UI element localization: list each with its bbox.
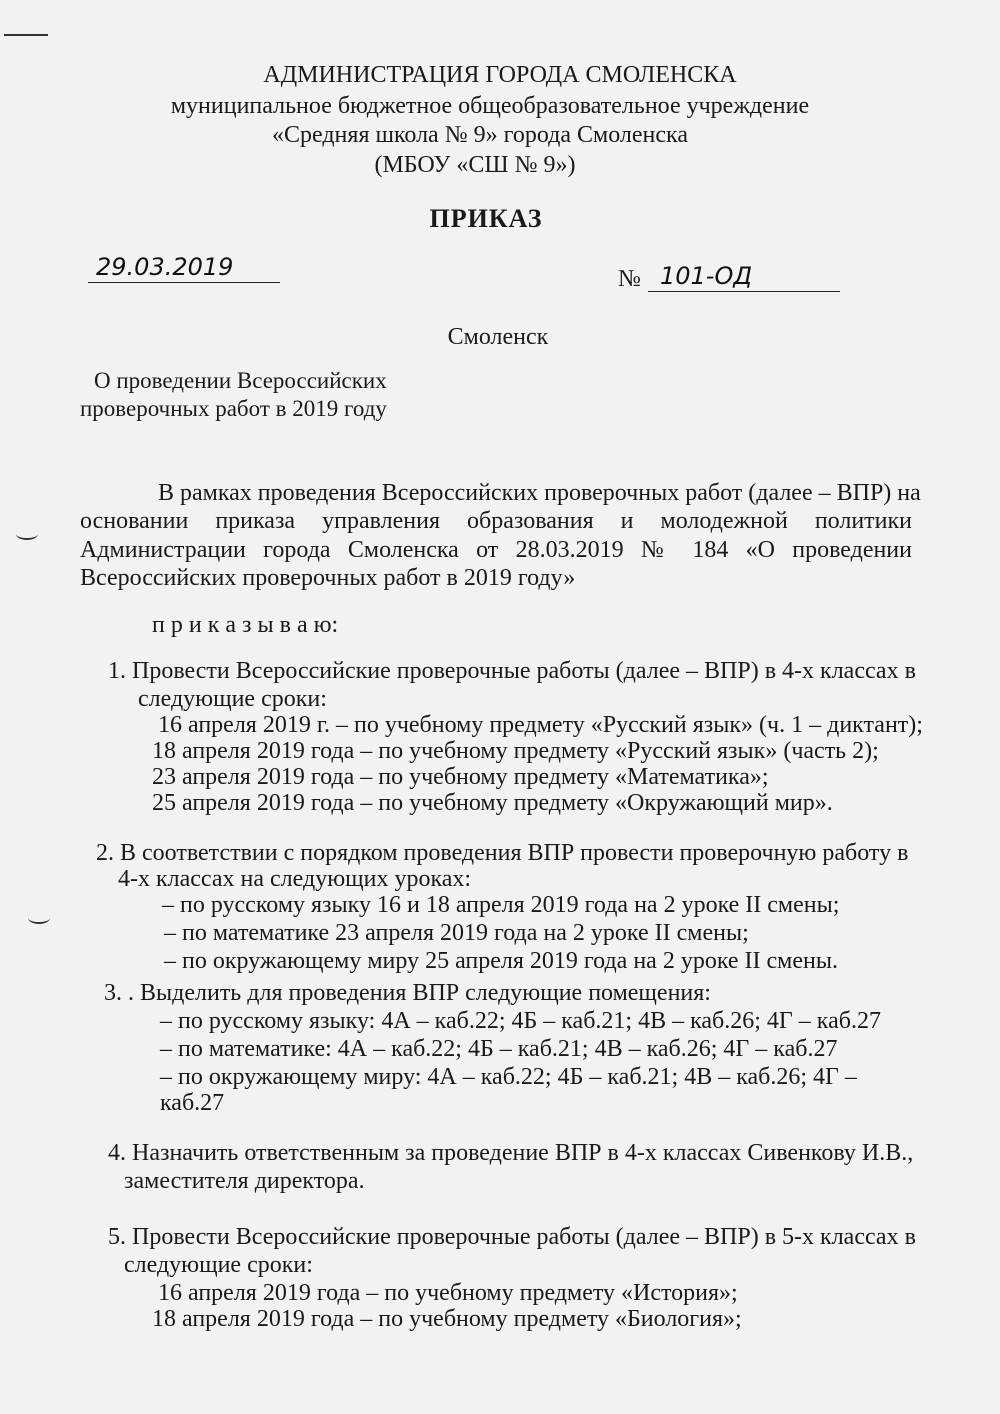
order-number: 101-ОД (660, 262, 753, 290)
item-1-line-2: следующие сроки: (138, 686, 327, 712)
scan-mark-left-1 (16, 528, 38, 540)
item-3-room-4: каб.27 (160, 1090, 225, 1116)
item-5-line-2: следующие сроки: (124, 1252, 313, 1278)
item-1-date-1: 16 апреля 2019 г. – по учебному предмету «Русский язык» (ч. 1 – диктант); (158, 712, 923, 738)
preamble-line-2: основании приказа управления образования и молодежной политики (80, 508, 912, 534)
item-2-sub-2: – по математике 23 апреля 2019 года на 2 уроке II смены; (164, 920, 749, 946)
item-5-date-2: 18 апреля 2019 года – по учебному предмету «Биология»; (152, 1306, 742, 1332)
preamble-line-4: Всероссийских проверочных работ в 2019 году» (80, 565, 576, 591)
scan-mark-left-2 (28, 912, 50, 924)
preamble-line-3: Администрации города Смоленска от 28.03.2019 № 184 «О проведении (80, 537, 912, 563)
item-5-date-1: 16 апреля 2019 года – по учебному предмету «История»; (158, 1280, 738, 1306)
item-1-date-3: 23 апреля 2019 года – по учебному предмету «Математика»; (152, 764, 769, 790)
city: Смоленск (447, 324, 549, 350)
item-3-room-3: – по окружающему миру: 4А – каб.22; 4Б – каб.21; 4В – каб.26; 4Г – (160, 1064, 857, 1090)
item-2-sub-1: – по русскому языку 16 и 18 апреля 2019 года на 2 уроке II смены; (162, 892, 840, 918)
order-number-label: № (618, 266, 641, 292)
item-4-line-2: заместителя директора. (124, 1168, 365, 1194)
item-4-line-1: 4. Назначить ответственным за проведение ВПР в 4-х классах Сивенкову И.В., (108, 1140, 914, 1166)
item-2-line-2: 4-х классах на следующих уроках: (118, 866, 472, 892)
order-word: п р и к а з ы в а ю: (152, 612, 339, 638)
document-type: ПРИКАЗ (429, 204, 543, 233)
school-short-name: (МБОУ «СШ № 9») (374, 152, 576, 178)
number-underline (648, 291, 840, 292)
item-1-date-4: 25 апреля 2019 года – по учебному предмету «Окружающий мир». (152, 790, 833, 816)
subject-line-2: проверочных работ в 2019 году (80, 396, 387, 421)
item-2-line-1: 2. В соответствии с порядком проведения ВПР провести проверочную работу в (96, 840, 909, 866)
school-name: «Средняя школа № 9» города Смоленска (272, 122, 688, 148)
date-underline (88, 282, 280, 283)
subject-line-1: О проведении Всероссийских (94, 368, 387, 393)
org-name: АДМИНИСТРАЦИЯ ГОРОДА СМОЛЕНСКА (263, 62, 737, 88)
item-2-sub-3: – по окружающему миру 25 апреля 2019 года на 2 уроке II смены. (164, 948, 838, 974)
item-3-room-2: – по математике: 4А – каб.22; 4Б – каб.21; 4В – каб.26; 4Г – каб.27 (160, 1036, 838, 1062)
item-3-room-1: – по русскому языку: 4А – каб.22; 4Б – каб.21; 4В – каб.26; 4Г – каб.27 (160, 1008, 881, 1034)
scan-mark-top-left (4, 34, 48, 36)
item-1-line-1: 1. Провести Всероссийские проверочные работы (далее – ВПР) в 4-х классах в (108, 658, 916, 684)
org-type: муниципальное бюджетное общеобразовательное учреждение (170, 93, 810, 119)
item-5-line-1: 5. Провести Всероссийские проверочные работы (далее – ВПР) в 5-х классах в (108, 1224, 916, 1250)
order-date: 29.03.2019 (96, 253, 234, 281)
item-3-line-1: 3. . Выделить для проведения ВПР следующие помещения: (104, 980, 711, 1006)
preamble-line-1: В рамках проведения Всероссийских проверочных работ (далее – ВПР) на (158, 480, 921, 506)
item-1-date-2: 18 апреля 2019 года – по учебному предмету «Русский язык» (часть 2); (152, 738, 879, 764)
